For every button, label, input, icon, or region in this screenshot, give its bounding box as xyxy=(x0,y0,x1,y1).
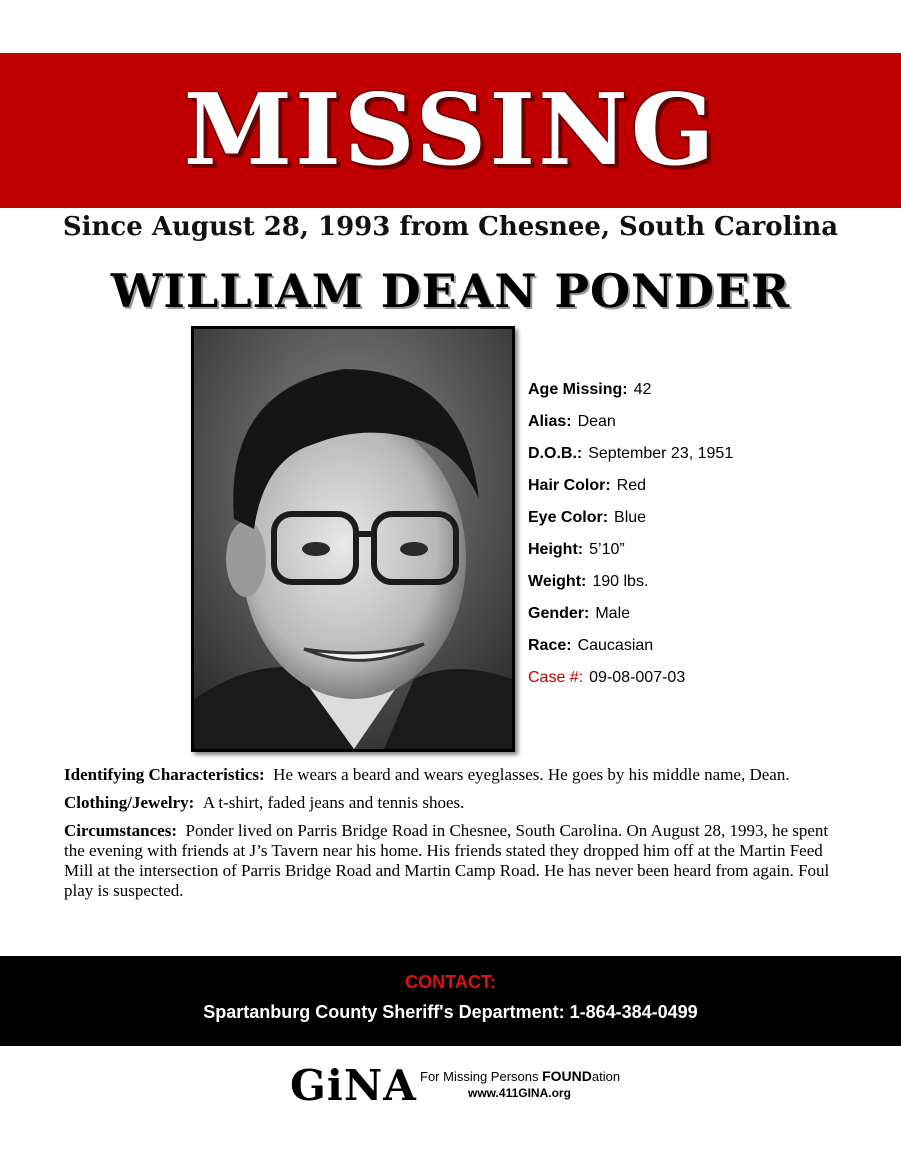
person-photo xyxy=(191,326,515,752)
detail-value: Caucasian xyxy=(577,637,654,654)
detail-value: 09-08-007-03 xyxy=(589,669,686,686)
detail-label: Hair Color: xyxy=(528,477,611,494)
detail-value: 42 xyxy=(633,381,652,398)
tagline-prefix: For Missing Persons xyxy=(420,1069,543,1084)
detail-alias xyxy=(528,410,888,442)
detail-height xyxy=(528,538,888,570)
detail-value: 190 lbs. xyxy=(592,573,649,590)
paragraph-text: He wears a beard and wears eyeglasses. He goes by his middle name, Dean. xyxy=(273,765,790,784)
gina-tagline xyxy=(420,1068,620,1084)
contact-heading: CONTACT: xyxy=(405,972,496,992)
detail-case-number xyxy=(528,666,888,698)
paragraph-label: Identifying Characteristics: xyxy=(64,765,265,784)
detail-value: 5’10” xyxy=(589,541,625,558)
contact-phone-line: Spartanburg County Sheriff's Department: 1-864-384-0499 xyxy=(203,1002,698,1022)
gina-url: www.411GINA.org xyxy=(468,1086,571,1100)
detail-value: September 23, 1951 xyxy=(588,445,734,462)
clothing-jewelry xyxy=(64,793,839,813)
detail-label: D.O.B.: xyxy=(528,445,583,462)
detail-age-missing xyxy=(528,378,888,410)
detail-hair-color xyxy=(528,474,888,506)
description-section xyxy=(64,765,839,909)
contact-bar xyxy=(0,956,901,1046)
detail-value: Red xyxy=(616,477,647,494)
paragraph-text: Ponder lived on Parris Bridge Road in Chesnee, South Carolina. On August 28, 1993, he spent the evening with friends at J’s Tavern near his home. His friends stated they dropped him off at the Martin Feed Mill at the intersection of Parris Bridge Road and Martin Camp Road. He has never been heard from again. Foul play is suspected. xyxy=(64,821,830,900)
detail-gender xyxy=(528,602,888,634)
missing-banner xyxy=(0,53,901,208)
detail-label: Race: xyxy=(528,637,572,654)
detail-dob xyxy=(528,442,888,474)
detail-label: Eye Color: xyxy=(528,509,609,526)
person-name: WILLIAM DEAN PONDER xyxy=(110,264,791,318)
detail-eye-color xyxy=(528,506,888,538)
missing-since-line: Since August 28, 1993 from Chesnee, South Carolina xyxy=(62,212,839,242)
detail-weight xyxy=(528,570,888,602)
detail-label: Height: xyxy=(528,541,584,558)
detail-value: Blue xyxy=(614,509,647,526)
gina-logo xyxy=(290,1061,650,1114)
detail-label: Alias: xyxy=(528,413,572,430)
detail-label: Case #: xyxy=(528,669,584,686)
paragraph-label: Clothing/Jewelry: xyxy=(64,793,195,812)
paragraph-text: A t-shirt, faded jeans and tennis shoes. xyxy=(202,793,465,812)
details-list xyxy=(528,378,888,698)
tagline-suffix: ation xyxy=(591,1069,621,1084)
paragraph-label: Circumstances: xyxy=(64,821,177,840)
tagline-bold: FOUND xyxy=(542,1068,592,1084)
detail-race xyxy=(528,634,888,666)
identifying-characteristics xyxy=(64,765,839,785)
circumstances xyxy=(64,821,839,901)
detail-value: Dean xyxy=(577,413,616,430)
gina-logo-text: GiNA xyxy=(290,1061,417,1110)
banner-title: MISSING xyxy=(183,72,718,188)
detail-value: Male xyxy=(595,605,631,622)
detail-label: Age Missing: xyxy=(528,381,628,398)
detail-label: Weight: xyxy=(528,573,587,590)
detail-label: Gender: xyxy=(528,605,590,622)
